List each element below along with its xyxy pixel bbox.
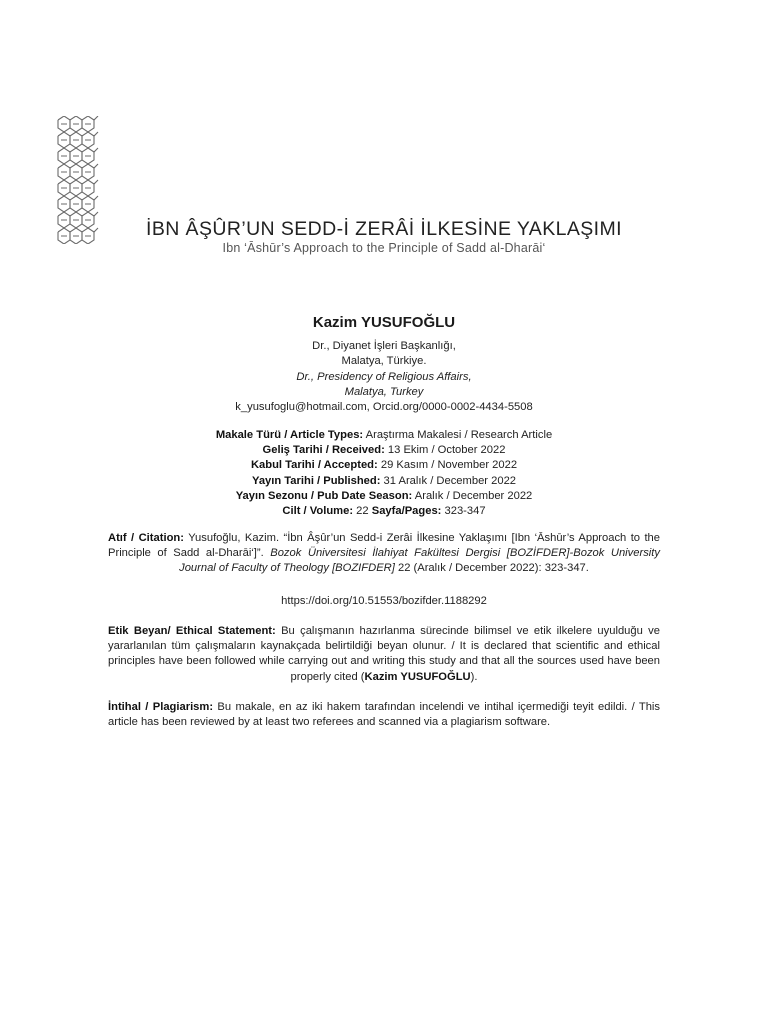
author-contact: k_yusufoglu@hotmail.com, Orcid.org/0000-0002-4434-5508 (235, 401, 533, 414)
affiliation-en-line-1: Dr., Presidency of Religious Affairs, (296, 370, 472, 383)
affiliation-tr-line-2: Malatya, Türkiye. (341, 355, 427, 368)
meta-volume-pages (100, 504, 668, 519)
meta-published-label: Yayın Tarihi / Published: (251, 474, 381, 487)
ethics-end: ). (470, 670, 478, 683)
ethics-author: Kazim YUSUFOĞLU (364, 670, 471, 683)
doi-link[interactable]: https://doi.org/10.51553/bozifder.1188292 (281, 595, 487, 607)
citation-text-end: 22 (Aralık / December 2022): 323-347. (394, 562, 589, 575)
article-title: İBN ÂŞÛR’UN SEDD-İ ZERÂİ İLKESİNE YAKLAŞIMI (146, 218, 622, 240)
article-metadata (100, 428, 668, 519)
meta-season-value: Aralık / December 2022 (412, 489, 533, 502)
meta-volume-label: Cilt / Volume: (282, 505, 354, 518)
meta-received (100, 443, 668, 458)
meta-pages-value: 323-347 (441, 505, 486, 518)
meta-type-value: Araştırma Makalesi / Research Article (363, 429, 553, 441)
ethics-text: Bu çalışmanın hazırlanma sürecinde bilimsel ve etik ilkelere uyulduğu ve yararlanılan tüm çalışmaların kaynakçada belirtildiği beyan olunur. / It is declared that scientific and ethical principles have been followed while carrying out and writing this study and that all the sources used have been properly cited ( (108, 625, 660, 683)
affiliation-en-line-2: Malatya, Turkey (344, 385, 424, 398)
meta-season (100, 489, 668, 504)
meta-published (100, 474, 668, 489)
meta-pages-label: Sayfa/Pages: (371, 505, 442, 518)
author-name: Kazim YUSUFOĞLU (312, 314, 456, 331)
meta-article-type (100, 428, 668, 443)
title-block (100, 218, 668, 255)
plagiarism-paragraph (108, 700, 660, 730)
citation-journal: Bozok Üniversitesi İlahiyat Fakültesi Dergisi [BOZİFDER]-Bozok University Journal of Faculty of Theology [BOZIFDER] (179, 547, 660, 575)
affiliation-tr-line-1: Dr., Diyanet İşleri Başkanlığı, (312, 340, 456, 352)
meta-received-label: Geliş Tarihi / Received: (262, 444, 385, 457)
meta-accepted-label: Kabul Tarihi / Accepted: (250, 459, 378, 472)
meta-published-value: 31 Aralık / December 2022 (380, 474, 517, 487)
meta-season-label: Yayın Sezonu / Pub Date Season: (235, 489, 413, 502)
plagiarism-text: Bu makale, en az iki hakem tarafından incelendi ve intihal içermediği teyit edildi. / This article has been reviewed by at least two referees and scanned via a plagiarism software. (108, 701, 661, 729)
meta-accepted (100, 458, 668, 473)
meta-accepted-value: 29 Kasım / November 2022 (377, 459, 518, 472)
citation-label: Atıf / Citation: (108, 532, 184, 544)
plagiarism-label: İntihal / Plagiarism: (108, 701, 214, 713)
ethics-label: Etik Beyan/ Ethical Statement: (108, 625, 276, 637)
article-subtitle: Ibn ‘Āshūr’s Approach to the Principle of Sadd al-Dharāi‘ (222, 241, 546, 255)
decorative-pattern-icon (56, 116, 100, 244)
citation-paragraph (108, 531, 660, 577)
meta-received-value: 13 Ekim / October 2022 (384, 444, 506, 457)
citation-text: Yusufoğlu, Kazim. “İbn Âşûr’un Sedd-i Zerâi İlkesine Yaklaşımı [Ibn ‘Āshūr’s Approach to the Principle of Sadd al-Dharāi‘]”. (108, 532, 661, 560)
author-block (100, 314, 668, 415)
ethics-paragraph (108, 624, 660, 685)
meta-type-label: Makale Türü / Article Types: (215, 429, 364, 441)
meta-volume-value: 22 (353, 505, 372, 518)
